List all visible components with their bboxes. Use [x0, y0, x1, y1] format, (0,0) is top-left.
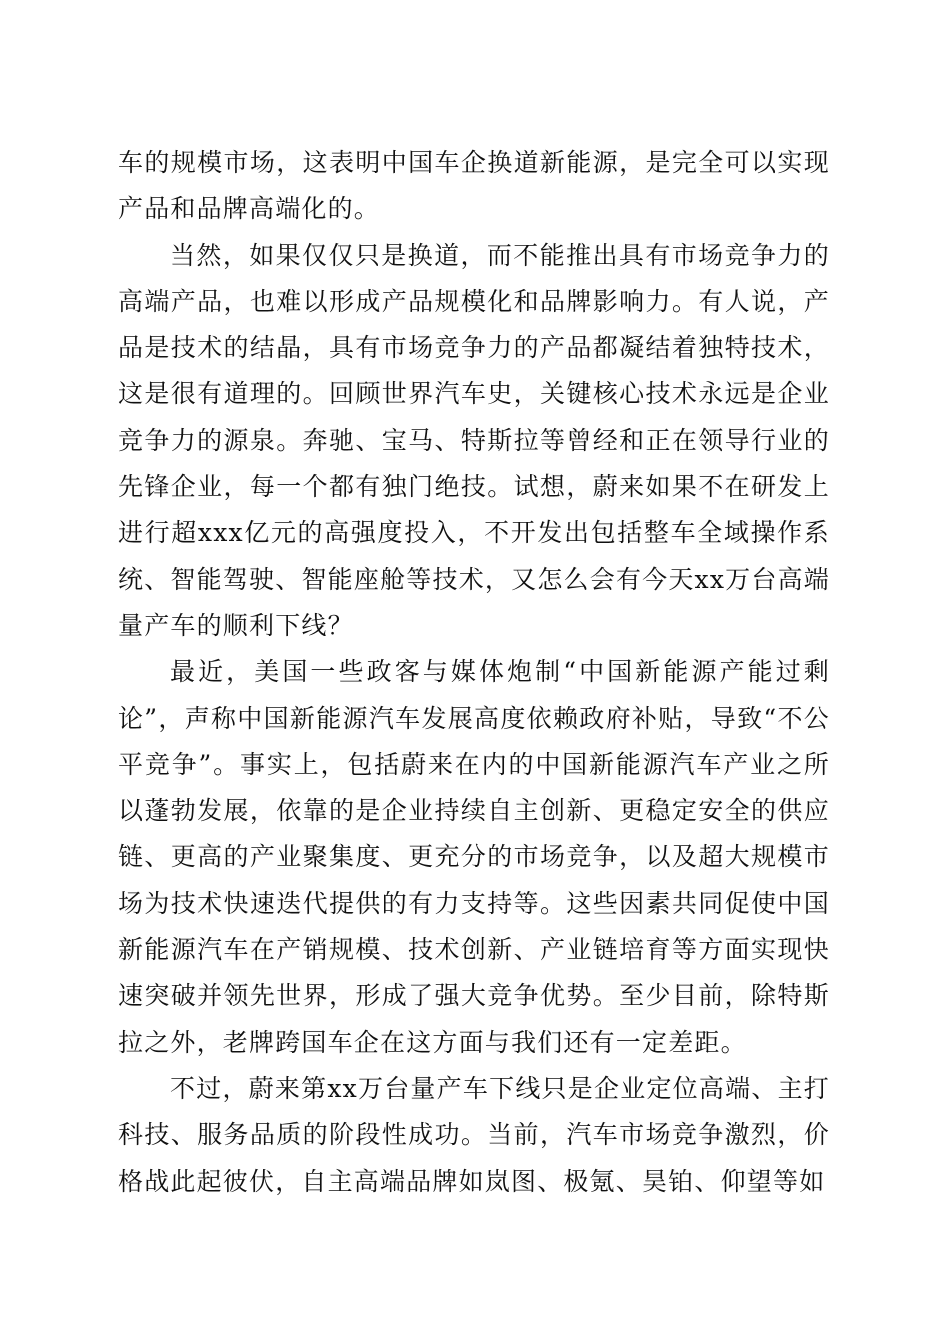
- paragraph-4: 不过，蔚来第xx万台量产车下线只是企业定位高端、主打科技、服务品质的阶段性成功。当前，汽车市场竞争激烈，价格战此起彼伏，自主高端品牌如岚图、极氪、昊铂、仰望等如: [118, 1073, 830, 1196]
- paragraph-1: 车的规模市场，这表明中国车企换道新能源，是完全可以实现产品和品牌高端化的。: [118, 148, 830, 224]
- paragraph-3: 最近，美国一些政客与媒体炮制“中国新能源产能过剩论”，声称中国新能源汽车发展高度依赖政府补贴，导致“不公平竞争”。事实上，包括蔚来在内的中国新能源汽车产业之所以蓬勃发展，依靠的是企业持续自主创新、更稳定安全的供应链、更高的产业聚集度、更充分的市场竞争，以及超大规模市场为技术快速迭代提供的有力支持等。这些因素共同促使中国新能源汽车在产销规模、技术创新、产业链培育等方面实现快速突破并领先世界，形成了强大竞争优势。至少目前，除特斯拉之外，老牌跨国车企在这方面与我们还有一定差距。: [118, 657, 830, 1057]
- paragraph-2: 当然，如果仅仅只是换道，而不能推出具有市场竞争力的高端产品，也难以形成产品规模化和品牌影响力。有人说，产品是技术的结晶，具有市场竞争力的产品都凝结着独特技术，这是很有道理的。回顾世界汽车史，关键核心技术永远是企业竞争力的源泉。奔驰、宝马、特斯拉等曾经和正在领导行业的先锋企业，每一个都有独门绝技。试想，蔚来如果不在研发上进行超xxx亿元的高强度投入，不开发出包括整车全域操作系统、智能驾驶、智能座舱等技术，又怎么会有今天xx万台高端量产车的顺利下线？: [118, 240, 830, 640]
- body-text: [118, 140, 830, 1205]
